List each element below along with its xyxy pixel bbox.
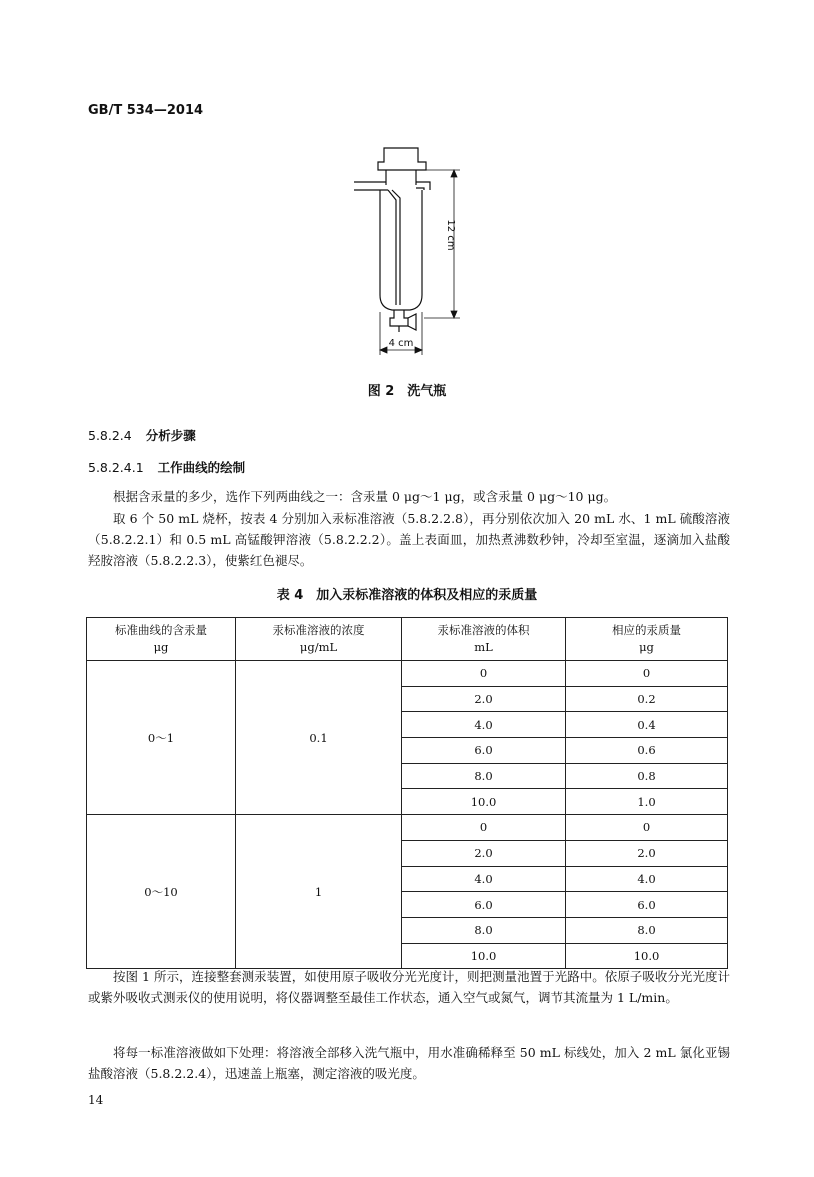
mass-cell: 0.2 [566,686,728,712]
volume-cell: 2.0 [402,840,566,866]
group-range-cell: 0～10 [87,815,236,969]
volume-cell: 8.0 [402,917,566,943]
paragraph-apparatus-setup: 按图 1 所示，连接整套测汞装置，如使用原子吸收分光光度计，则把测量池置于光路中。依原子吸收分光光度计或紫外吸收式测汞仪的使用说明，将仪器调整至最佳工作状态，通入空气或氮气，调节其流量为 1 L/min。 [88,969,730,1005]
section-heading-5824 [88,426,196,444]
section-heading-58241 [88,458,245,476]
paragraph-curve-choice: 根据含汞量的多少，选作下列两曲线之一：含汞量 0 μg～1 μg，或含汞量 0 μg～10 μg。 [113,489,617,504]
page-number: 14 [88,1093,104,1107]
figure-caption: 图 2 洗气瓶 [367,384,447,399]
volume-cell: 8.0 [402,763,566,789]
standard-solution-table [86,617,728,969]
mass-cell: 10.0 [566,943,728,969]
volume-cell: 2.0 [402,686,566,712]
mass-cell: 0.6 [566,738,728,764]
header-concentration: 汞标准溶液的浓度 μg/mL [236,618,402,661]
volume-cell: 6.0 [402,892,566,918]
volume-cell: 0 [402,661,566,687]
width-label: 4 cm [388,338,414,349]
section-number: 5.8.2.4.1 [88,460,144,475]
section-number: 5.8.2.4 [88,428,132,443]
mass-cell: 8.0 [566,917,728,943]
gas-washing-bottle-diagram [350,140,470,360]
group-concentration-cell: 1 [236,815,402,969]
section-title: 工作曲线的绘制 [157,460,246,475]
header-volume: 汞标准溶液的体积 mL [402,618,566,661]
mass-cell: 0 [566,661,728,687]
mass-cell: 0 [566,815,728,841]
header-mass: 相应的汞质量 μg [566,618,728,661]
table-header-row [87,618,728,661]
mass-cell: 6.0 [566,892,728,918]
mass-cell: 1.0 [566,789,728,815]
paragraph-sample-prep: 取 6 个 50 mL 烧杯，按表 4 分别加入汞标准溶液（5.8.2.2.8），再分别依次加入 20 mL 水、1 mL 硫酸溶液（5.8.2.2.1）和 0.5 mL 高锰酸钾溶液（5.8.2.2.2）。盖上表面皿，加热煮沸数秒钟，冷却至室温，逐滴加入盐酸羟胺溶液（5.8.2.2.3），使紫红色褪尽。 [88,511,730,568]
section-title: 分析步骤 [145,428,196,443]
table-row [87,815,728,841]
group-range-cell: 0～1 [87,661,236,815]
paragraph-measurement: 将每一标准溶液做如下处理：将溶液全部移入洗气瓶中，用水准确稀释至 50 mL 标线处，加入 2 mL 氯化亚锡盐酸溶液（5.8.2.2.4），迅速盖上瓶塞，测定溶液的吸光度。 [88,1045,730,1081]
group-concentration-cell: 0.1 [236,661,402,815]
height-label: 12 cm [445,219,456,251]
table-title: 表 4 加入汞标准溶液的体积及相应的汞质量 [276,588,538,603]
volume-cell: 4.0 [402,866,566,892]
header-curve-mercury: 标准曲线的含汞量 μg [87,618,236,661]
mass-cell: 2.0 [566,840,728,866]
mass-cell: 0.4 [566,712,728,738]
table-row [87,661,728,687]
volume-cell: 6.0 [402,738,566,764]
volume-cell: 10.0 [402,943,566,969]
mass-cell: 4.0 [566,866,728,892]
volume-cell: 10.0 [402,789,566,815]
standard-code: GB/T 534—2014 [88,103,204,118]
mass-cell: 0.8 [566,763,728,789]
volume-cell: 4.0 [402,712,566,738]
volume-cell: 0 [402,815,566,841]
